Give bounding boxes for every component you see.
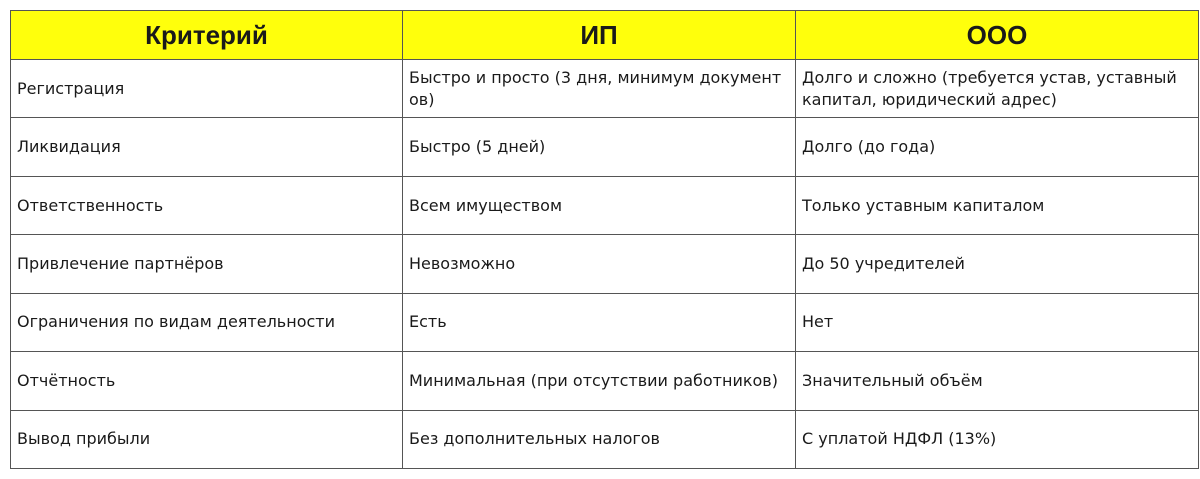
row-criterion: Привлечение партнёров [11,235,403,293]
row-ip-value: Быстро (5 дней) [403,118,796,176]
row-ooo-value: С уплатой НДФЛ (13%) [796,410,1199,468]
row-criterion: Отчётность [11,352,403,410]
header-criterion: Критерий [11,11,403,60]
header-row [11,11,1199,60]
row-criterion: Ограничения по видам деятельности [11,293,403,351]
row-criterion: Ликвидация [11,118,403,176]
row-criterion: Вывод прибыли [11,410,403,468]
row-ip-value: Без дополнительных налогов [403,410,796,468]
table-row [11,410,1199,468]
row-ooo-value: Значительный объём [796,352,1199,410]
row-ooo-value: Только уставным капиталом [796,176,1199,234]
table-row [11,293,1199,351]
row-ooo-value: До 50 учредителей [796,235,1199,293]
row-ip-value: Есть [403,293,796,351]
header-ip: ИП [403,11,796,60]
row-ooo-value: Долго (до года) [796,118,1199,176]
table-row [11,176,1199,234]
row-ooo-value: Долго и сложно (требуется устав, уставный капитал, юридический адрес) [796,60,1199,118]
row-criterion: Ответственность [11,176,403,234]
table-row [11,352,1199,410]
row-ip-value: Минимальная (при отсутствии работников) [403,352,796,410]
comparison-table [10,10,1199,469]
table-row [11,60,1199,118]
table-row [11,118,1199,176]
header-ooo: ООО [796,11,1199,60]
row-ip-value: Всем имуществом [403,176,796,234]
row-ip-value: Невозможно [403,235,796,293]
row-criterion: Регистрация [11,60,403,118]
row-ooo-value: Нет [796,293,1199,351]
table-row [11,235,1199,293]
row-ip-value: Быстро и просто (3 дня, минимум документ ов) [403,60,796,118]
